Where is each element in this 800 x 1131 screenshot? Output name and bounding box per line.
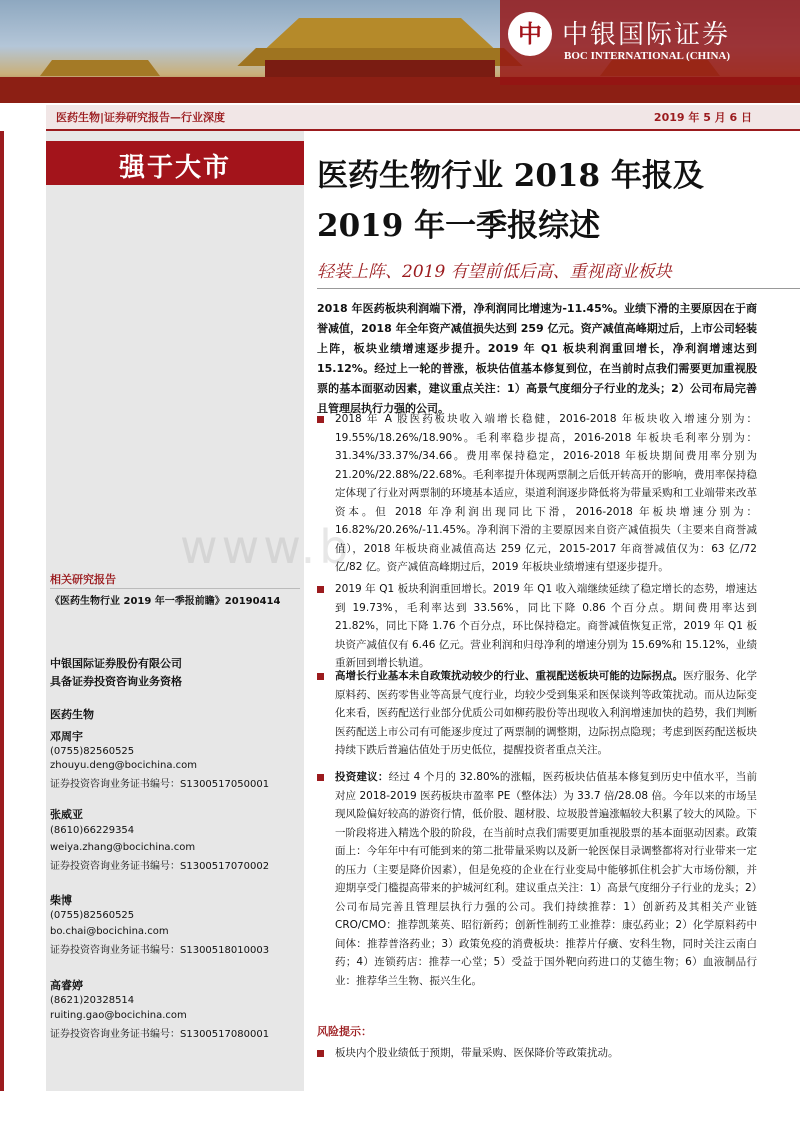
bullet-distribution xyxy=(317,667,757,760)
divider xyxy=(50,588,300,589)
title-divider xyxy=(317,288,800,289)
brand-name-en: BOC INTERNATIONAL (CHINA) xyxy=(564,50,731,62)
analyst-cert: 证券投资咨询业务证书编号：S1300517050001 xyxy=(50,779,270,790)
bullet-lead: 高增长行业基本未自政策扰动较少的行业、重视配送板块可能的边际拐点。 xyxy=(335,670,684,682)
report-subtitle: 轻装上阵、2019 有望前低后高、重视商业板块 xyxy=(317,262,672,282)
company-name: 中银国际证券股份有限公司 xyxy=(50,657,182,670)
palace-roof xyxy=(245,18,515,48)
bullet-square-icon xyxy=(317,673,324,680)
sector-label: 医药生物 xyxy=(50,708,94,721)
boc-logo-icon: 中 xyxy=(508,12,552,56)
risk-item xyxy=(317,1044,757,1063)
analyst-name: 邓周宇 xyxy=(50,730,83,743)
analyst-phone: (0755)82560525 xyxy=(50,910,135,921)
summary-paragraph: 2018 年医药板块利润端下滑，净利润同比增速为-11.45%。业绩下滑的主要原因在于商誉减值，2018 年全年资产减值损失达到 259 亿元。资产减值高峰期过后，上市公司轻装上阵，板块业绩增速逐步提升。2019 年 Q1 板块利润重回增长，净利润增速达到 15.12%。经过上一轮的普涨，板块估值基本修复到位，在当前时点我们需要更加重视股票的基本面驱动因素，建议重点关注：1）高景气度细分子行业的龙头；2）公司布局完善且管理层执行力强的公司。 xyxy=(317,302,757,415)
report-title-line1: 医药生物行业 2018 年报及 xyxy=(317,158,704,194)
analyst-phone: (0755)82560525 xyxy=(50,746,135,757)
bullet-text: 2018 年 A 股医药板块收入端增长稳健，2016-2018 年板块收入增速分别为：19.55%/18.26%/18.90%。毛利率稳步提高，2016-2018 年板块毛利率分别为：31.34%/33.37%/34.66。费用率保持稳定，2016-2018 年板块期间费用率分别为 21.20%/22.88%/22.68%。毛利率提升体现两票制之后低开转高开的影响，费用率保持稳定体现了行业对两票制的环境基本适应，渠道利润逐步降低将为带量采购和工业端带来改革资本。但 2018 年净利润出现同比下滑，2016-2018 年板块增速分别为：16.82%/20.26%/-11.45%。净利润下滑的主要原因来自资产减值损失（主要来自商誉减值），2018 年板块商业减值高达 259 亿元，2015-2017 年商誉减值仅为：63 亿/72 亿/82 亿。资产减值高峰期过后，2019 年板块业绩增速有望逐步提升。 xyxy=(335,413,757,573)
bullet-q1-profit xyxy=(317,580,757,673)
analyst-cert: 证券投资咨询业务证书编号：S1300517080001 xyxy=(50,1029,270,1040)
palace-side-roof-left xyxy=(40,60,160,76)
bullet-investment-advice xyxy=(317,768,757,990)
bullet-square-icon xyxy=(317,774,324,781)
brand-name-cn: 中银国际证券 xyxy=(562,20,731,50)
report-date: 2019 年 5 月 6 日 xyxy=(653,111,752,124)
report-title-line2: 2019 年一季报综述 xyxy=(317,208,601,244)
risk-heading: 风险提示： xyxy=(317,1025,372,1038)
breadcrumb-strip xyxy=(46,105,800,131)
bullet-square-icon xyxy=(317,586,324,593)
bullet-text: 板块内个股业绩低于预期，带量采购、医保降价等政策扰动。 xyxy=(335,1047,619,1059)
analyst-email[interactable]: zhouyu.deng@bocichina.com xyxy=(50,760,198,771)
analyst-email[interactable]: weiya.zhang@bocichina.com xyxy=(50,842,196,853)
analyst-name: 柴博 xyxy=(50,894,72,907)
analyst-email[interactable]: ruiting.gao@bocichina.com xyxy=(50,1010,187,1021)
analyst-cert: 证券投资咨询业务证书编号：S1300517070002 xyxy=(50,861,270,872)
watermark: www.b xyxy=(180,520,353,574)
left-accent-bar xyxy=(0,131,4,1091)
bullet-square-icon xyxy=(317,1050,324,1057)
breadcrumb: 医药生物|证券研究报告—行业深度 xyxy=(56,111,226,124)
related-research-heading: 相关研究报告 xyxy=(50,573,116,586)
rating-badge xyxy=(46,141,304,185)
rating-label: 强于大市 xyxy=(118,153,231,183)
analyst-name: 高睿婷 xyxy=(50,979,83,992)
bullet-revenue-growth xyxy=(317,410,757,577)
bullet-text: 经过 4 个月的 32.80%的涨幅，医药板块估值基本修复到历史中值水平，当前对应 2018-2019 医药板块市盈率 PE（整体法）为 33.7 倍/28.08 倍。今年以来的市场呈现风险偏好较高的游资行情，低价股、题材股、垃圾股普遍涨幅较大积累了较大的风险。下一阶段将进入精选个股的阶段，在当前时点我们需要更加重视股票的基本面驱动因素。政策面上：今年年中有可能到来的第二批带量采购以及新一轮医保目录调整都将对行业带来一定的压力（主要是降价因素），但是免疫的企业在行业变局中能够抓住机会扩大市场份额，并迎期享受门槛提高带来的护城河红利。建议重点关注：1）高景气度细分子行业的龙头；2）公司布局完善且管理层执行力强的公司。我们持续推荐：1）创新药及其相关产业链 CRO/CMO：推荐凯莱英、昭衍新药；创新性制药工业推荐：康弘药业；2）化学原料药中间体：推荐普洛药业；3）政策免疫的消费板块：推荐片仔癀、安科生物，同时关注云南白药；4）连锁药店：推荐一心堂；5）受益于国外靶向药进口的艾德生物；6）血液制品行业：推荐华兰生物、振兴生化。 xyxy=(335,771,758,987)
analyst-cert: 证券投资咨询业务证书编号：S1300518010003 xyxy=(50,945,270,956)
analyst-phone: (8610)66229354 xyxy=(50,825,135,836)
bullet-text: 医疗服务、化学原料药、医药零售业等高景气度行业，均较少受到集采和医保谈判等政策扰动。而从边际变化来看，医药配送行业部分优质公司如柳药股份等出现收入利润增速加快的趋势，我们判断医药配送上市公司有可能逐步度过了两票制的调整期，边际拐点隐现；考虑到医药配送板块持续下跌后普遍估值处于历史低位，提醒投资者重点关注。 xyxy=(335,670,758,756)
bullet-square-icon xyxy=(317,416,324,423)
analyst-email[interactable]: bo.chai@bocichina.com xyxy=(50,926,169,937)
analyst-phone: (8621)20328514 xyxy=(50,995,135,1006)
bullet-text: 2019 年 Q1 板块利润重回增长。2019 年 Q1 收入端继续延续了稳定增长的态势，增速达到 19.73%，毛利率达到 33.56%，同比下降 0.86 个百分点。期间费用率达到 21.82%，同比下降 1.76 个百分点，环比保持稳定。商誉减值恢复正常，2019 年 Q1 板块资产减值仅有 6.46 亿元。营业利润和归母净利的增速分别为 15.69%和 15.12%，业绩重新回到增长轨道。 xyxy=(335,583,757,669)
related-research-item[interactable]: 《医药生物行业 2019 年一季报前瞻》20190414 xyxy=(50,596,281,607)
analyst-name: 张威亚 xyxy=(50,808,83,821)
company-qualification: 具备证券投资咨询业务资格 xyxy=(50,675,182,688)
header-banner xyxy=(0,0,800,103)
bullet-lead: 投资建议： xyxy=(335,771,389,783)
